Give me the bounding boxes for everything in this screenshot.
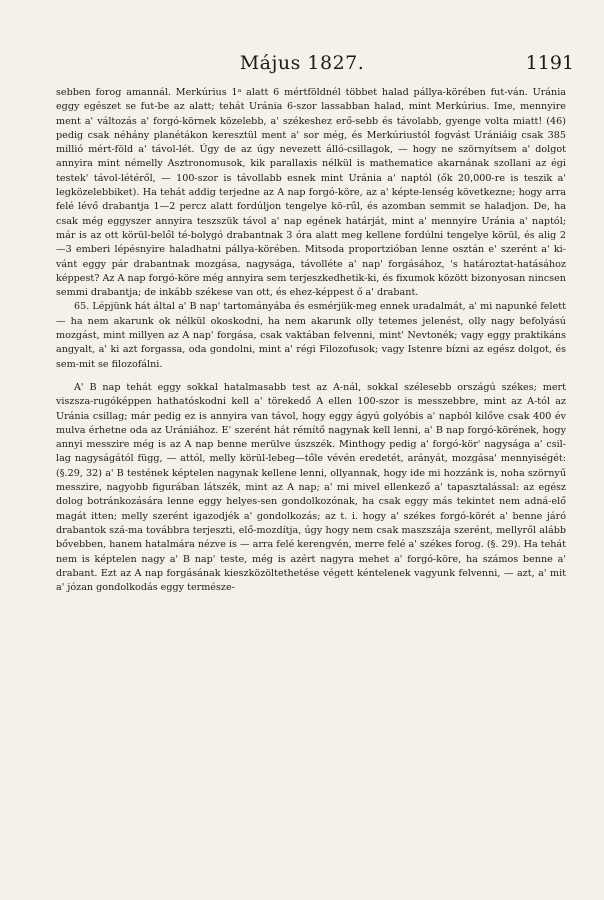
paragraph-section-65: 65. Lépjünk hát által a' B nap' tartományába és esmérjük-meg ennek uradalmát, a' mi napunké felett — ha nem akarunk ok nélkül okoskodni, ha nem akarunk olly tetemes jelenést, olly nagy befolyású mozgást, mint millyen az A nap' forgása, csak vaktában felvenni, mint' Nevtonék; vagy eggy praktikáns angyalt, a' ki azt forgassa, oda gondolni, mint a' régi Filozofusok; vagy Istenre bízni az egész dolgot, és sem-mit se filozofálni. [56,301,566,370]
body-text [56,86,566,595]
page-title: Május 1827. [239,52,365,74]
paragraph-b-sun: A' B nap tehát eggy sokkal hatalmasabb test az A-nál, sokkal szélesebb országú székes; mert viszsza-rugóképpen hathatóskodni kell a' törekedő A ellen 100-szor is messzebbre, mint az A-tól az Uránia csillag; már pedig ez is annyira van távol, hogy eggy ágyú golyóbis a' napból kilőve csak 400 év mulva érhetne oda az Urániához. E' szerént hát rémítő nagynak kell lenni, a' B nap forgó-körének, hogy annyi messzire még is az A nap benne merülve úszszék. Minthogy pedig a' forgó-kör' nagysága a' csil-lag nagyságától függ, — attól, melly körül-lebeg—tőle vévén eredetét, arányát, mozgása' mennyiségét: (§.29, 32) a' B testének képtelen nagynak kellene lenni, ollyannak, hogy ide mi hozzánk is, noha szörnyű messzire, nagyobb figurában látszék, mint az A nap; a' mi mivel ellenkező a' tapasztalással: az egész dolog botránkozására lenne eggy helyes-sen gondolkozónak, ha csak eggy más tekintet nem adná-elő magát itten; melly szerént igazodjék a' gondolkozás; az t. i. hogy a' székes forgó-körét a' benne járó drabantok szá-ma továbbra terjeszti, elő-mozdítja, úgy hogy nem csak maszszája szerént, mellyről alább bővebben, hanem hatalmára nézve is — arra felé kerengvén, merre felé a' székes forog. (§. 29). Ha tehát nem is képtelen nagy a' B nap' teste, még is azért nagyra mehet a' forgó-köre, ha számos benne a' drabant. Ezt az A nap forgásának kieszközöltethetése végett kéntelenek vagyunk felvenni, — azt, a' mit a' józan gondolkodás eggy természe- [56,381,567,594]
running-header [0,52,604,84]
paragraph-continuation: sebben forog amannál. Merkúrius 1ᵃ alatt 6 mértföldnél többet halad pállya-körében fut-ván. Uránia eggy egészet se fut-be az alatt; tehát Uránia 6-szor lassabban halad, mint Merkúrius. Ime, mennyire ment a' változás a' forgó-körnek közelebb, a' székeshez erő-sebb és távolabb, gyenge volta miatt! (46) pedig csak néhány planétákon keresztül ment a' sor még, és Merkúriustól fogvást Urániáig csak 385 millió mért-föld a' távol-lét. Úgy de az úgy nevezett álló-csillagok, — hogy ne szörnyítsem a' dolgot annyira mint némelly Asztronomusok, kik parallaxis nélkül is mathematice akarnának szollani az égi testek' távol-létéről, — 100-szor is távollabb esnek mint Uránia a' naptól (ők 20,000-re is teszik a' legközelebbiket). Ha tehát addig terjedne az A nap forgó-köre, az a' képte-lenség következne; hogy arra felé lévő drabantja 1—2 percz alatt fordúljon tengelye kö-rűl, és azomban semmit se haladjon. De, ha csak még eggyszer annyira teszszük távol a' nap egének határját, mint a' mennyire Uránia a' naptól; már is az ott körül-belől té-bolygó drabantnak 3 óra alatt meg kellene fordúlni tengelye körül, és alig 2—3 emberi lépésnyire haladhatni pállya-körében. Mitsoda proportzióban lenne osztán e' szerént a' ki-vánt eggy pár drabantnak mozgása, nagysága, távolléte a' nap' forgásához, 's határoztat-hatásához képpest? Az A nap forgó-köre még annyira sem terjeszkedhetik-ki, és fixumok között bizonyosan nincsen semmi drabantja; de inkább székese van ott, és ehez-képpest ő a' drabant. [56,87,566,299]
page-number: 1191 [525,52,574,74]
